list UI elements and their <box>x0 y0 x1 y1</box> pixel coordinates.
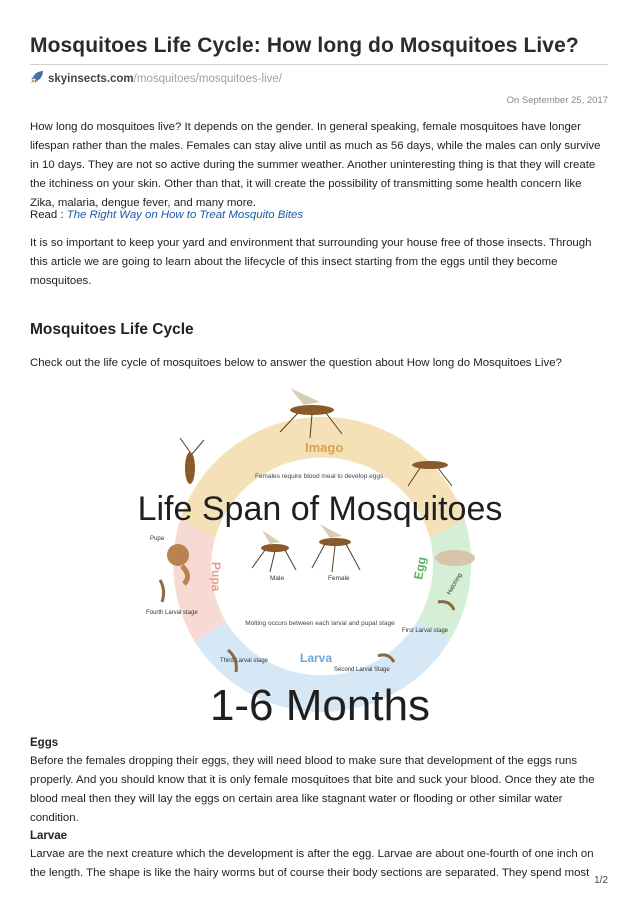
source-site-link[interactable]: skyinsects.com <box>48 72 134 85</box>
read-label: Read : <box>30 209 67 221</box>
second-larval-label: Second Larval Stage <box>334 667 390 673</box>
intro-paragraph-2: It is so important to keep your yard and environment that surrounding your house free of those insects. Through this article we are going to learn about the lifecycle of this insect starting from the eggs until they become mosquitoes. <box>30 237 592 287</box>
source-path: /mosquitoes/mosquitoes-live/ <box>133 72 282 85</box>
section-intro: Check out the life cycle of mosquitoes below to answer the question about How long do Mosquitoes Live? <box>30 357 562 369</box>
rocket-icon <box>30 70 44 87</box>
larvae-paragraph: Larvae are the next creature which the development is after the egg. Larvae are about one-fourth of one inch on the length. The shape is like the hairy worms but of course their body sections are separated. They spend most <box>30 848 594 879</box>
section-heading: Mosquitoes Life Cycle <box>30 321 194 338</box>
title-divider <box>30 64 608 65</box>
publish-date: On September 25, 2017 <box>506 95 608 106</box>
stage-egg-label: Egg <box>411 555 429 581</box>
egg-raft <box>435 550 475 566</box>
stage-larva-label: Larva <box>300 651 333 665</box>
read-more-link[interactable]: The Right Way on How to Treat Mosquito Bites <box>66 209 304 221</box>
emerging-mosquito <box>180 438 204 484</box>
pupa-small-label: Pupa <box>150 536 165 542</box>
duration-text: 1-6 Months <box>209 681 431 730</box>
male-label: Male <box>270 575 285 582</box>
larvae-heading: Larvae <box>30 830 68 842</box>
female-label: Female <box>328 575 350 582</box>
eggs-paragraph: Before the females dropping their eggs, they will need blood to make sure that development of the eggs runs properly. And you should know that it is only female mosquitoes that bite and suck your blood. Once they ate the blood meal then they will lay the eggs on certain area like stagnant water or flooding or other similar water condition. <box>30 755 595 824</box>
figure-headline: Life Span of Mosquitoes <box>137 490 503 528</box>
page-number: 1/2 <box>594 875 608 886</box>
third-larval-label: Third Larval stage <box>220 658 269 664</box>
hatching-label: Hatching <box>446 572 464 596</box>
lifecycle-illustration <box>120 380 520 735</box>
page-title: Mosquitoes Life Cycle: How long do Mosquitoes Live? <box>30 34 579 57</box>
fourth-larval-label: Fourth Larval stage <box>146 610 198 616</box>
female-mosquito <box>312 524 360 572</box>
blood-note-line: Females require blood meal to develop eggs. <box>254 473 386 480</box>
stage-imago-label: Imago <box>305 440 344 455</box>
eggs-heading: Eggs <box>30 737 59 749</box>
read-more-line <box>30 206 608 225</box>
source-line <box>30 70 282 87</box>
ring-egg <box>418 520 471 640</box>
male-mosquito <box>252 530 296 572</box>
first-larval-label: First Larval stage <box>402 628 449 634</box>
intro-paragraph-1: How long do mosquitoes live? It depends on the gender. In general speaking, female mosquitoes have longer lifespan rather than the males. Females can stay alive until as much as 56 days, while the males can only survive in 10 days. They are not so active during the summer weather. Another uninteresting thing is that they will create the itchiness on your skin. Other than that, it will create the possibility of transmitting some health concern like Zika, malaria, dengue fever, and many more. <box>30 121 601 209</box>
stage-pupa-label: Pupa <box>209 562 223 592</box>
molting-note: Molting occurs between each larval and pupal stage <box>245 620 395 627</box>
lifecycle-figure <box>120 380 520 735</box>
